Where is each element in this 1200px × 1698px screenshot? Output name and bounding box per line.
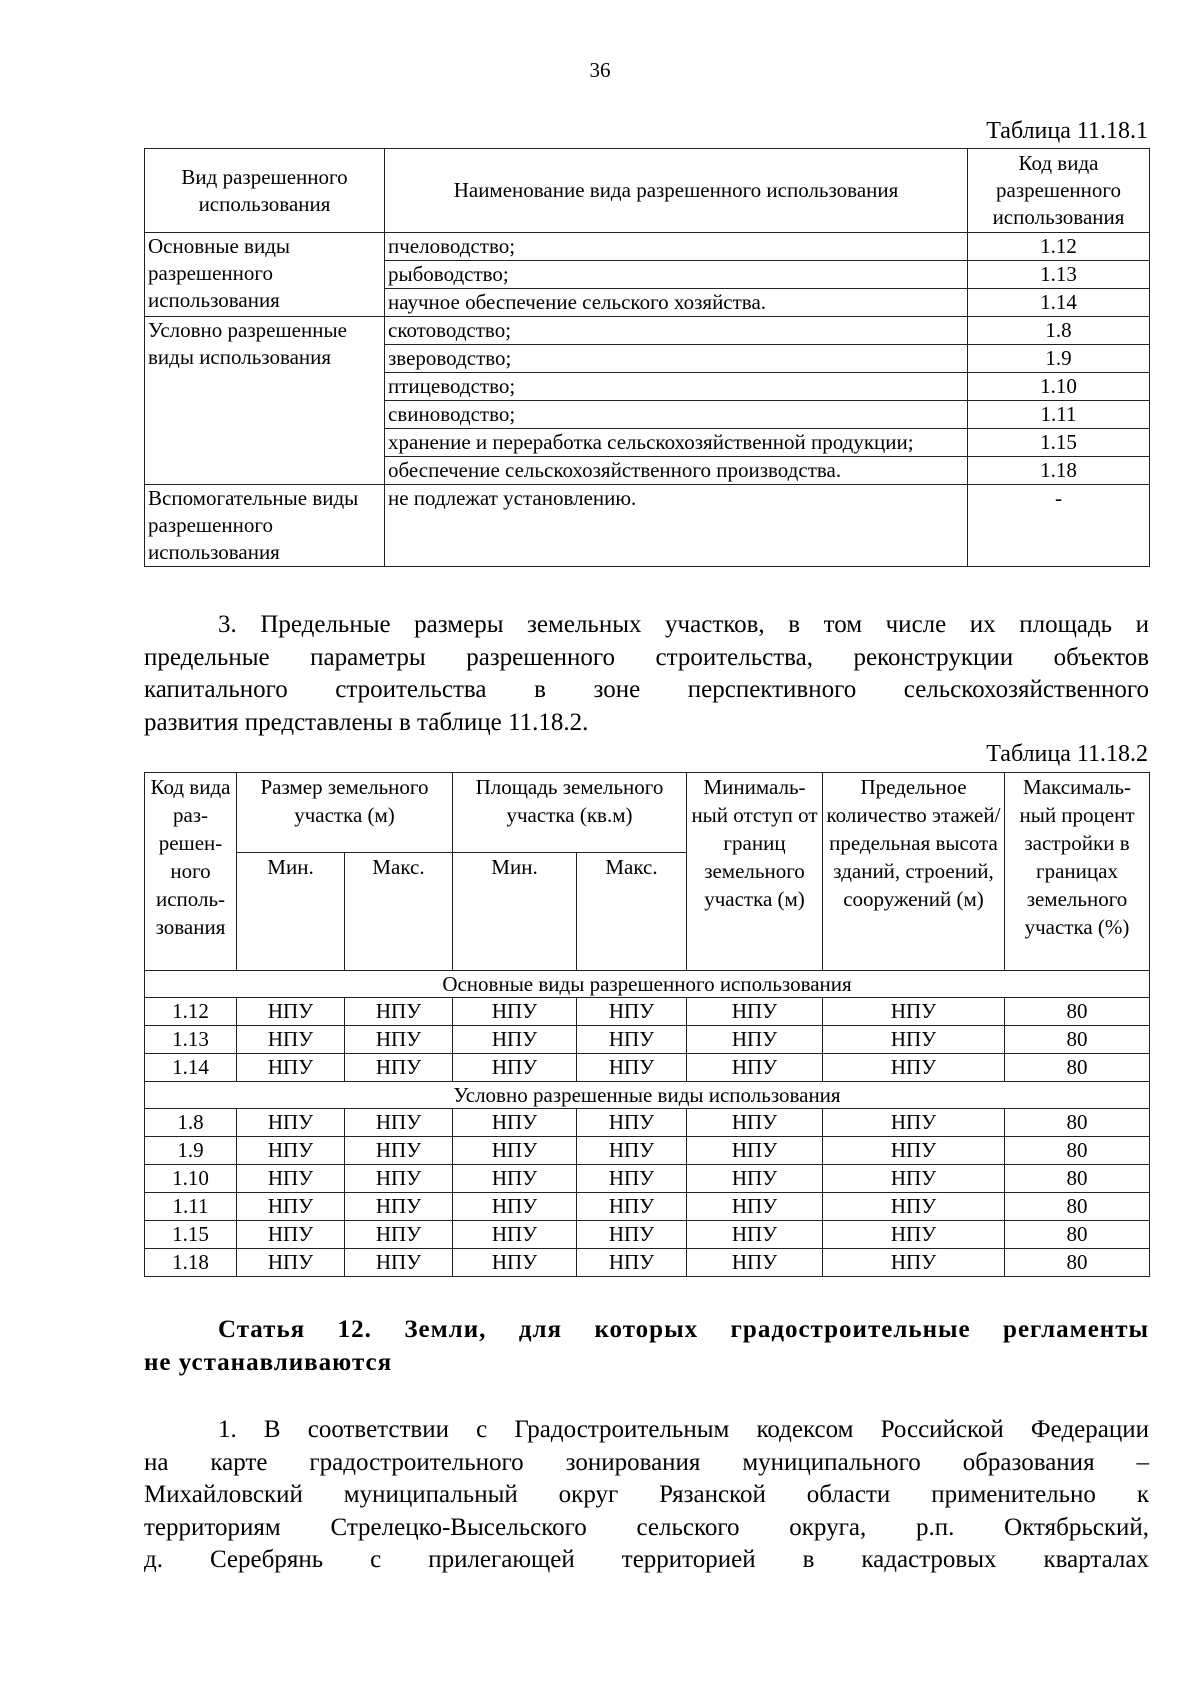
parameters-table: [144, 772, 1150, 1277]
paragraph-1-line: на карте градостроительного зонирования муниципального образования –: [144, 1448, 1149, 1476]
use-code: 1.8: [968, 317, 1150, 345]
use-code: 1.18: [968, 457, 1150, 485]
cell-code: 1.11: [145, 1193, 237, 1221]
cell-setback: НПУ: [687, 1165, 823, 1193]
use-name: свиноводство;: [385, 401, 968, 429]
section-row: [145, 1082, 1150, 1109]
parameters-table-body: [145, 971, 1150, 1277]
cell-percent: 80: [1005, 1249, 1150, 1277]
paragraph-3-line: 3. Предельные размеры земельных участков, в том числе их площадь и: [218, 611, 1149, 638]
header-setback: Минималь-ный отступ от границ земельного участка (м): [687, 773, 823, 971]
table-row: [145, 1054, 1150, 1082]
use-group-label: Условно разрешенные виды использования: [145, 317, 385, 485]
cell-code: 1.15: [145, 1221, 237, 1249]
cell-size-min: НПУ: [237, 1165, 345, 1193]
cell-floors: НПУ: [823, 1193, 1005, 1221]
cell-code: 1.9: [145, 1137, 237, 1165]
cell-code: 1.13: [145, 1026, 237, 1054]
table-row: [145, 1165, 1150, 1193]
use-name: хранение и переработка сельскохозяйственной продукции;: [385, 429, 968, 457]
cell-size-min: НПУ: [237, 1054, 345, 1082]
cell-size-max: НПУ: [345, 1054, 453, 1082]
cell-size-max: НПУ: [345, 1026, 453, 1054]
cell-setback: НПУ: [687, 1221, 823, 1249]
paragraph-3-line: развития представлены в таблице 11.18.2.: [144, 708, 589, 736]
use-name: обеспечение сельскохозяйственного производства.: [385, 457, 968, 485]
cell-size-min: НПУ: [237, 1137, 345, 1165]
use-name: не подлежат установлению.: [385, 485, 968, 567]
cell-floors: НПУ: [823, 1165, 1005, 1193]
header-area: Площадь земельного участка (кв.м): [453, 773, 687, 853]
use-code: 1.14: [968, 289, 1150, 317]
cell-setback: НПУ: [687, 1109, 823, 1137]
cell-area-max: НПУ: [577, 1165, 687, 1193]
paragraph-3-line: капитального строительства в зоне перспективного сельскохозяйственного: [144, 676, 1149, 703]
article-heading-line: Статья 12. Земли, для которых градостроительные регламенты: [218, 1316, 1149, 1343]
table-caption-11-18-1: Таблица 11.18.1: [986, 118, 1148, 144]
header-area-max: Макс.: [577, 853, 687, 971]
use-code: -: [968, 485, 1150, 567]
cell-setback: НПУ: [687, 998, 823, 1026]
permitted-use-table-body: [145, 233, 1150, 567]
use-name: звероводство;: [385, 345, 968, 373]
cell-setback: НПУ: [687, 1193, 823, 1221]
table-row: [145, 1221, 1150, 1249]
table-row: [145, 1109, 1150, 1137]
cell-area-max: НПУ: [577, 1193, 687, 1221]
cell-area-min: НПУ: [453, 1137, 577, 1165]
cell-floors: НПУ: [823, 1137, 1005, 1165]
paragraph-3: [144, 609, 1149, 739]
paragraph-1: [144, 1414, 1149, 1577]
use-name: скотоводство;: [385, 317, 968, 345]
cell-size-min: НПУ: [237, 998, 345, 1026]
cell-size-max: НПУ: [345, 998, 453, 1026]
header-floors: Предельное количество этажей/ предельная высота зданий, строений, сооружений (м): [823, 773, 1005, 971]
use-group-label: Основные виды разрешенного использования: [145, 233, 385, 317]
cell-area-min: НПУ: [453, 1165, 577, 1193]
table-row: [145, 1193, 1150, 1221]
table-row: [145, 233, 1150, 261]
paragraph-1-line: д. Серебрянь с прилегающей территорией в кадастровых кварталах: [144, 1546, 1149, 1573]
paragraph-3-line: предельные параметры разрешенного строительства, реконструкции объектов: [144, 643, 1149, 671]
header-code: Код вида раз-решен-ного исполь-зования: [145, 773, 237, 971]
header-use-code: Код вида разрешенного использования: [968, 149, 1150, 233]
cell-floors: НПУ: [823, 1221, 1005, 1249]
header-size-max: Макс.: [345, 853, 453, 971]
paragraph-1-line: территориям Стрелецко-Высельского сельского округа, р.п. Октябрьский,: [144, 1513, 1149, 1541]
use-name: пчеловодство;: [385, 233, 968, 261]
paragraph-1-line: Михайловский муниципальный округ Рязанской области применительно к: [144, 1481, 1149, 1508]
cell-area-min: НПУ: [453, 1054, 577, 1082]
table-row: [145, 998, 1150, 1026]
cell-size-max: НПУ: [345, 1193, 453, 1221]
use-name: птицеводство;: [385, 373, 968, 401]
cell-floors: НПУ: [823, 1109, 1005, 1137]
cell-percent: 80: [1005, 1193, 1150, 1221]
cell-setback: НПУ: [687, 1249, 823, 1277]
cell-percent: 80: [1005, 1026, 1150, 1054]
cell-percent: 80: [1005, 1054, 1150, 1082]
cell-code: 1.8: [145, 1109, 237, 1137]
header-percent: Максималь-ный процент застройки в границах земельного участка (%): [1005, 773, 1150, 971]
table-row: [145, 485, 1150, 567]
header-use-name: Наименование вида разрешенного использования: [385, 149, 968, 233]
use-code: 1.10: [968, 373, 1150, 401]
cell-setback: НПУ: [687, 1137, 823, 1165]
section-row: [145, 971, 1150, 998]
use-group-label: Вспомогательные виды разрешенного использования: [145, 485, 385, 567]
use-code: 1.9: [968, 345, 1150, 373]
cell-area-min: НПУ: [453, 1193, 577, 1221]
cell-size-min: НПУ: [237, 1109, 345, 1137]
use-code: 1.15: [968, 429, 1150, 457]
cell-floors: НПУ: [823, 998, 1005, 1026]
use-code: 1.12: [968, 233, 1150, 261]
use-name: научное обеспечение сельского хозяйства.: [385, 289, 968, 317]
cell-size-max: НПУ: [345, 1165, 453, 1193]
cell-setback: НПУ: [687, 1026, 823, 1054]
cell-floors: НПУ: [823, 1249, 1005, 1277]
cell-area-min: НПУ: [453, 998, 577, 1026]
use-code: 1.11: [968, 401, 1150, 429]
cell-area-max: НПУ: [577, 998, 687, 1026]
cell-percent: 80: [1005, 1165, 1150, 1193]
cell-area-max: НПУ: [577, 1054, 687, 1082]
cell-code: 1.14: [145, 1054, 237, 1082]
use-code: 1.13: [968, 261, 1150, 289]
header-size-min: Мин.: [237, 853, 345, 971]
cell-area-max: НПУ: [577, 1249, 687, 1277]
cell-size-min: НПУ: [237, 1249, 345, 1277]
table-row: [145, 317, 1150, 345]
page-number: 36: [589, 58, 611, 82]
cell-code: 1.10: [145, 1165, 237, 1193]
cell-setback: НПУ: [687, 1054, 823, 1082]
section-title: Основные виды разрешенного использования: [145, 971, 1150, 998]
cell-size-max: НПУ: [345, 1109, 453, 1137]
header-area-min: Мин.: [453, 853, 577, 971]
cell-size-min: НПУ: [237, 1026, 345, 1054]
cell-size-min: НПУ: [237, 1221, 345, 1249]
table-row: [145, 1137, 1150, 1165]
cell-percent: 80: [1005, 1221, 1150, 1249]
table-row: [145, 1026, 1150, 1054]
paragraph-1-line: 1. В соответствии с Градостроительным кодексом Российской Федерации: [218, 1416, 1149, 1443]
table-row: [145, 1249, 1150, 1277]
cell-size-min: НПУ: [237, 1193, 345, 1221]
cell-area-max: НПУ: [577, 1026, 687, 1054]
table-caption-11-18-2: Таблица 11.18.2: [986, 741, 1148, 767]
cell-percent: 80: [1005, 1137, 1150, 1165]
cell-floors: НПУ: [823, 1026, 1005, 1054]
cell-area-max: НПУ: [577, 1137, 687, 1165]
article-heading-line: не устанавливаются: [144, 1349, 393, 1376]
cell-area-min: НПУ: [453, 1026, 577, 1054]
header-use-type: Вид разрешенного использования: [145, 149, 385, 233]
cell-code: 1.18: [145, 1249, 237, 1277]
cell-code: 1.12: [145, 998, 237, 1026]
cell-area-min: НПУ: [453, 1109, 577, 1137]
permitted-use-table: [144, 148, 1150, 567]
cell-floors: НПУ: [823, 1054, 1005, 1082]
cell-area-max: НПУ: [577, 1221, 687, 1249]
cell-size-max: НПУ: [345, 1221, 453, 1249]
section-title: Условно разрешенные виды использования: [145, 1082, 1150, 1109]
article-12-heading: [144, 1313, 1149, 1379]
cell-area-min: НПУ: [453, 1249, 577, 1277]
cell-percent: 80: [1005, 998, 1150, 1026]
cell-area-min: НПУ: [453, 1221, 577, 1249]
header-size: Размер земельного участка (м): [237, 773, 453, 853]
cell-percent: 80: [1005, 1109, 1150, 1137]
cell-area-max: НПУ: [577, 1109, 687, 1137]
cell-size-max: НПУ: [345, 1249, 453, 1277]
use-name: рыбоводство;: [385, 261, 968, 289]
cell-size-max: НПУ: [345, 1137, 453, 1165]
